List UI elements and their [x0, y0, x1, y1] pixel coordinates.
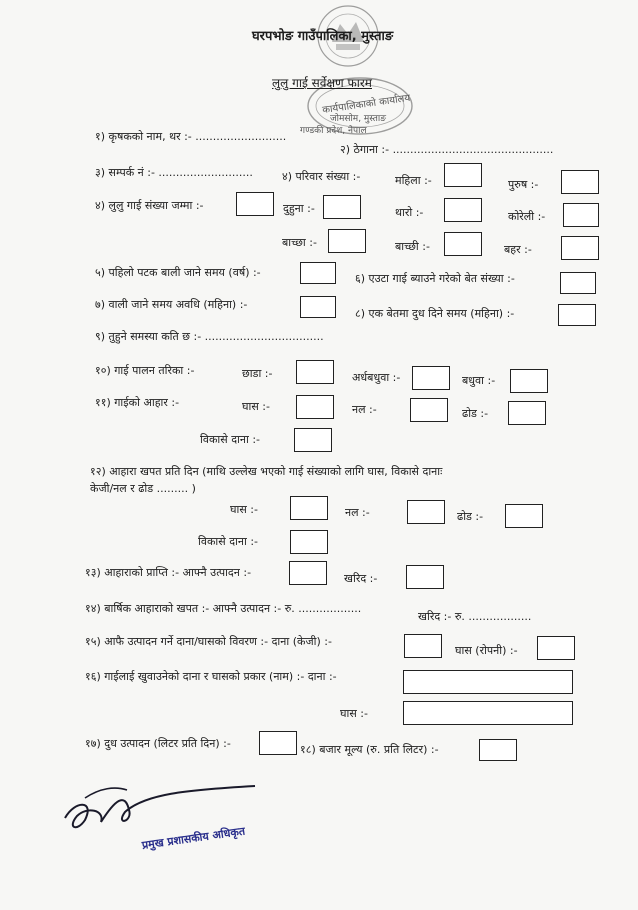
bull-label: बहर :- — [504, 243, 532, 256]
q13-own-box[interactable] — [289, 561, 327, 585]
q16-feed-box[interactable] — [403, 670, 573, 694]
q18-market-price: १८) बजार मूल्य (रु. प्रति लिटर) :- — [300, 743, 439, 756]
q6-calvings: ६) एउटा गाई ब्याउने गरेको बेत संख्या :- — [355, 272, 515, 285]
female-calf-box[interactable] — [444, 232, 482, 256]
q5-first-breeding: ५) पहिलो पटक बाली जाने समय (वर्ष) :- — [95, 266, 261, 279]
q14-annual-consumption: १४) बार्षिक आहाराको खपत :- आफ्नै उत्पादन :- रु. .................. — [85, 602, 362, 615]
female-count-box[interactable] — [444, 163, 482, 187]
q3-contact: ३) सम्पर्क नं :- ........................... — [95, 166, 253, 179]
q16-grass-label: घास :- — [340, 707, 368, 720]
seal-line-2: जोमसोम, मुस्ताङ — [330, 114, 386, 124]
milking-box[interactable] — [323, 195, 361, 219]
q15-own-production: १५) आफै उत्पादन गर्ने दाना/घासको विवरण :- दाना (केजी) :- — [85, 635, 332, 648]
dhod-label: ढोड :- — [462, 407, 489, 420]
calf-box[interactable] — [328, 229, 366, 253]
q12-units: केजी/नल र ढोड ......... ) — [90, 482, 196, 495]
q2-address: २) ठेगाना :- .............................................. — [340, 143, 554, 156]
q8-lactation: ८) एक बेतमा दुध दिने समय (महिना) :- — [355, 307, 515, 320]
q13-purchase-box[interactable] — [406, 565, 444, 589]
tied-label: बधुवा :- — [462, 374, 496, 387]
bull-box[interactable] — [561, 236, 599, 260]
q9-abortion: ९) तुहुने समस्या कति छ :- .................................. — [95, 330, 324, 343]
q12-grass-box[interactable] — [290, 496, 328, 520]
concentrate-box[interactable] — [294, 428, 332, 452]
q15-grass-label: घास (रोपनी) :- — [455, 644, 518, 657]
dry-box[interactable] — [444, 198, 482, 222]
tied-box[interactable] — [510, 369, 548, 393]
q17-milk-production: १७) दुध उत्पादन (लिटर प्रति दिन) :- — [85, 737, 231, 750]
dhod-box[interactable] — [508, 401, 546, 425]
form-title: लुलु गाई सर्वेक्षण फारम — [272, 76, 372, 90]
q5-box[interactable] — [300, 262, 336, 284]
q1-farmer-name: १) कृषकको नाम, थर :- .......................... — [95, 130, 287, 143]
concentrate-label: विकासे दाना :- — [200, 433, 261, 446]
nal-box[interactable] — [410, 398, 448, 422]
q4-family-size: ४) परिवार संख्या :- — [282, 170, 361, 183]
free-label: छाडा :- — [242, 367, 273, 380]
male-count-box[interactable] — [561, 170, 599, 194]
q12-concentrate-label: विकासे दाना :- — [198, 535, 259, 548]
q14-purchase: खरिद :- रु. .................. — [418, 610, 532, 623]
q7-breeding-period: ७) वाली जाने समय अवधि (महिना) :- — [95, 298, 248, 311]
seal-line-3: गण्डकी प्रदेश, नेपाल — [300, 126, 367, 136]
female-label: महिला :- — [395, 174, 432, 187]
semi-box[interactable] — [412, 366, 450, 390]
q12-grass-label: घास :- — [230, 503, 258, 516]
q12-nal-label: नल :- — [345, 506, 370, 519]
free-box[interactable] — [296, 360, 334, 384]
nal-label: नल :- — [352, 403, 377, 416]
heifer-label: कोरेली :- — [508, 210, 546, 223]
q12-concentrate-box[interactable] — [290, 530, 328, 554]
q8-box[interactable] — [558, 304, 596, 326]
semi-label: अर्धबधुवा :- — [352, 371, 401, 384]
signatory-title: प्रमुख प्रशासकीय अधिकृत — [141, 824, 246, 852]
q13-feed-source: १३) आहाराको प्राप्ति :- आफ्नै उत्पादन :- — [85, 566, 252, 579]
q15-feed-box[interactable] — [404, 634, 442, 658]
q7-box[interactable] — [300, 296, 336, 318]
seal-line-1: कार्यपालिकाको कार्यालय — [321, 92, 411, 117]
q10-rearing-method: १०) गाई पालन तरिका :- — [95, 364, 195, 377]
q13-purchase-label: खरिद :- — [344, 572, 378, 585]
male-label: पुरुष :- — [508, 178, 539, 191]
female-calf-label: बाच्छी :- — [395, 240, 430, 253]
heifer-box[interactable] — [563, 203, 599, 227]
q11-feed: ११) गाईको आहार :- — [95, 396, 180, 409]
dry-label: थारो :- — [395, 206, 424, 219]
milking-label: दुहुना :- — [283, 202, 315, 215]
total-cattle-box[interactable] — [236, 192, 274, 216]
q16-grass-box[interactable] — [403, 701, 573, 725]
q12-dhod-box[interactable] — [505, 504, 543, 528]
grass-label: घास :- — [242, 400, 270, 413]
q15-grass-box[interactable] — [537, 636, 575, 660]
q12-dhod-label: ढोड :- — [457, 510, 484, 523]
q6-box[interactable] — [560, 272, 596, 294]
q16-feed-type: १६) गाईलाई खुवाउनेको दाना र घासको प्रकार (नाम) :- दाना :- — [85, 670, 337, 683]
q12-daily-feed: १२) आहारा खपत प्रति दिन (माथि उल्लेख भएको गाई संख्याको लागि घास, विकासे दानाः — [90, 465, 443, 478]
q17-box[interactable] — [259, 731, 297, 755]
q4-total-cattle: ४) लुलु गाई संख्या जम्मा :- — [95, 199, 204, 212]
q12-nal-box[interactable] — [407, 500, 445, 524]
grass-box[interactable] — [296, 395, 334, 419]
q18-box[interactable] — [479, 739, 517, 761]
calf-label: बाच्छा :- — [282, 236, 317, 249]
office-name: घरपभोङ गाउँपालिका, मुस्ताङ — [252, 29, 394, 44]
